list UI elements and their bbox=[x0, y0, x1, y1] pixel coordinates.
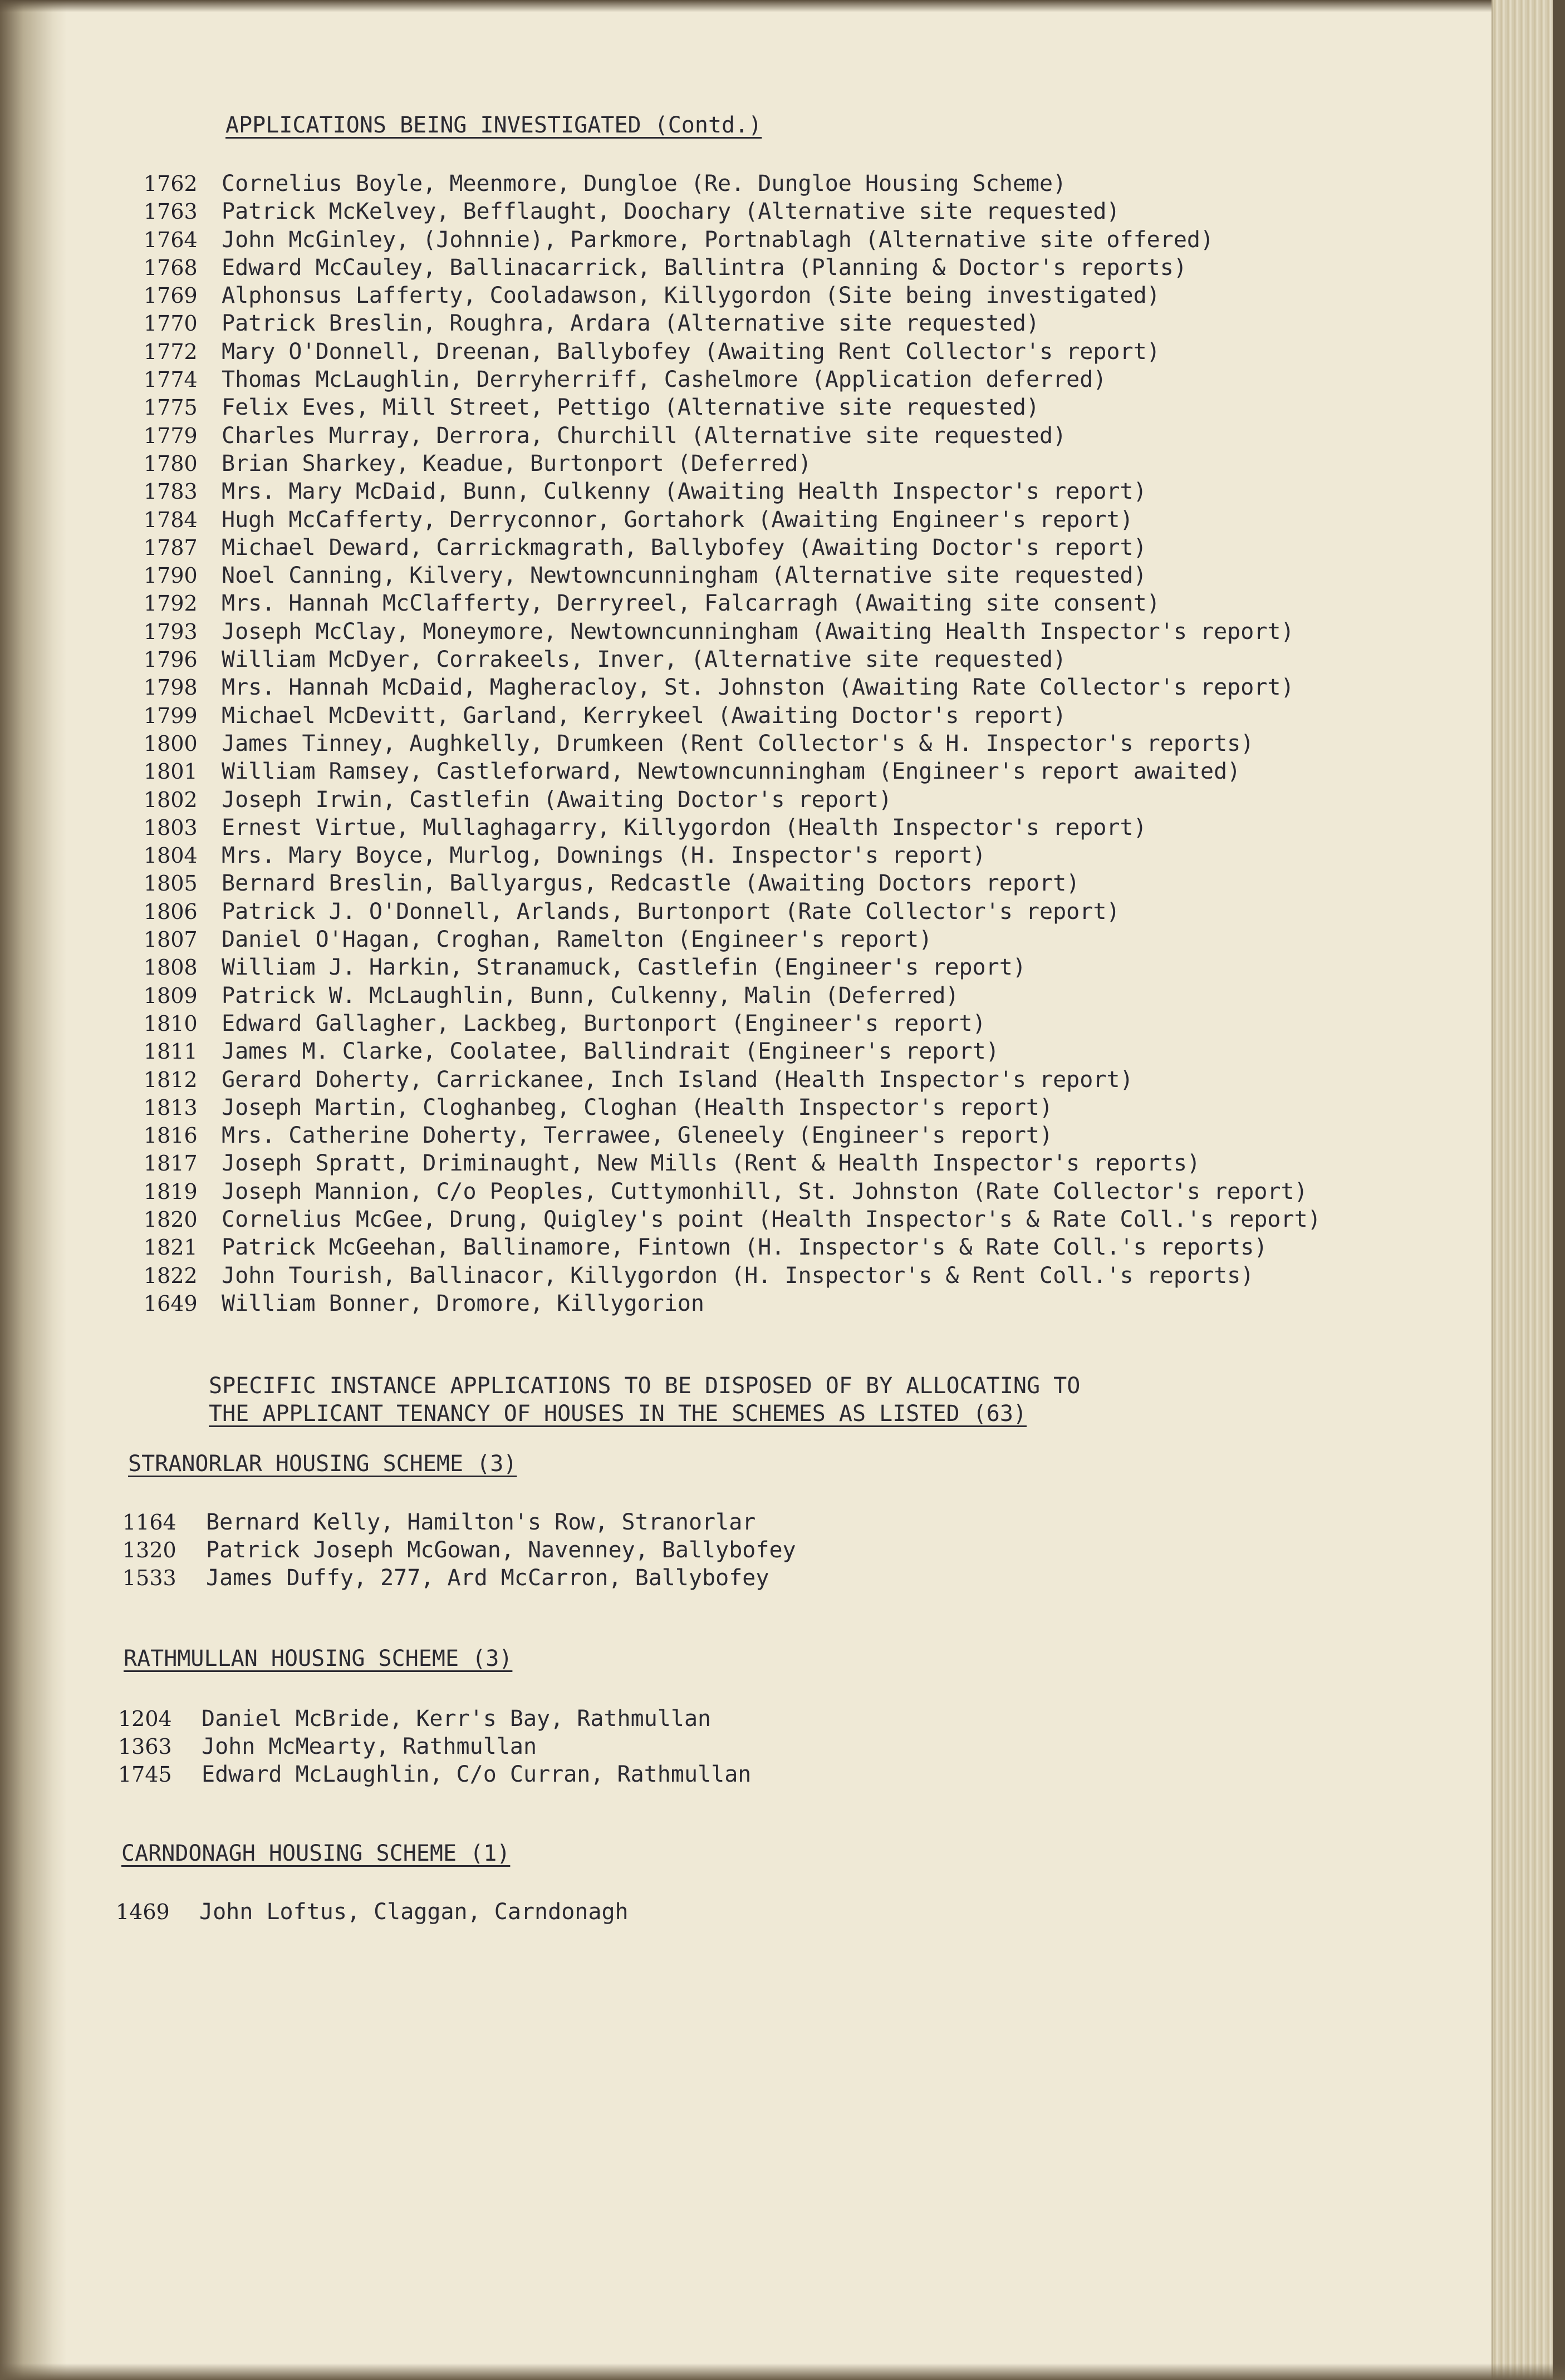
application-row bbox=[144, 1094, 1321, 1122]
application-number: 1798 bbox=[144, 675, 198, 700]
application-entry: Joseph Mannion, C/o Peoples, Cuttymonhill, St. Johnston (Rate Collector's report) bbox=[222, 1178, 1308, 1204]
allocation-row bbox=[116, 1898, 629, 1926]
application-entry: Alphonsus Lafferty, Cooladawson, Killygordon (Site being investigated) bbox=[222, 283, 1160, 309]
application-entry: Michael Deward, Carrickmagrath, Ballybofey (Awaiting Doctor's report) bbox=[222, 534, 1147, 560]
application-entry: Patrick McKelvey, Befflaught, Doochary (Alternative site requested) bbox=[222, 199, 1120, 225]
application-number: 1817 bbox=[144, 1151, 198, 1176]
application-number: 1793 bbox=[144, 619, 198, 644]
application-row bbox=[144, 1290, 1321, 1317]
application-entry: Charles Murray, Derrora, Churchill (Alternative site requested) bbox=[222, 422, 1067, 449]
allocation-entry: Bernard Kelly, Hamilton's Row, Stranorlar bbox=[206, 1509, 756, 1535]
application-row bbox=[144, 534, 1321, 562]
application-row bbox=[144, 758, 1321, 785]
application-row bbox=[144, 1122, 1321, 1149]
bottom-edge-shadow bbox=[0, 2363, 1565, 2380]
application-number: 1819 bbox=[144, 1179, 198, 1204]
application-entry: Cornelius Boyle, Meenmore, Dungloe (Re. Dungloe Housing Scheme) bbox=[222, 171, 1067, 196]
specific-instance-line1: SPECIFIC INSTANCE APPLICATIONS TO BE DISPOSED OF BY ALLOCATING TO bbox=[209, 1373, 1081, 1399]
application-row bbox=[144, 842, 1321, 869]
application-entry: Edward Gallagher, Lackbeg, Burtonport (Engineer's report) bbox=[222, 1010, 986, 1036]
application-number: 1790 bbox=[144, 563, 198, 588]
application-number: 1784 bbox=[144, 507, 198, 532]
application-row bbox=[144, 673, 1321, 701]
application-row bbox=[144, 198, 1321, 225]
application-row bbox=[144, 869, 1321, 897]
application-row bbox=[144, 309, 1321, 337]
application-number: 1762 bbox=[144, 171, 198, 196]
application-entry: Noel Canning, Kilvery, Newtowncunningham (Alternative site requested) bbox=[222, 563, 1147, 589]
application-entry: Daniel O'Hagan, Croghan, Ramelton (Engineer's report) bbox=[222, 927, 933, 953]
application-entry: William Ramsey, Castleforward, Newtowncunningham (Engineer's report awaited) bbox=[222, 759, 1241, 785]
application-row bbox=[144, 1010, 1321, 1037]
allocation-entry: Patrick Joseph McGowan, Navenney, Ballybofey bbox=[206, 1537, 796, 1563]
allocation-number: 1745 bbox=[118, 1762, 172, 1787]
application-number: 1807 bbox=[144, 927, 198, 952]
application-number: 1774 bbox=[144, 367, 198, 392]
scheme-heading-stranorlar: STRANORLAR HOUSING SCHEME (3) bbox=[128, 1451, 517, 1477]
application-number: 1770 bbox=[144, 311, 198, 336]
application-row bbox=[144, 1178, 1321, 1206]
application-number: 1775 bbox=[144, 395, 198, 420]
application-number: 1801 bbox=[144, 759, 198, 784]
scheme-heading-rathmullan: RATHMULLAN HOUSING SCHEME (3) bbox=[124, 1646, 513, 1671]
application-number: 1783 bbox=[144, 479, 198, 504]
allocation-number: 1164 bbox=[122, 1510, 176, 1535]
application-number: 1803 bbox=[144, 815, 198, 840]
application-number: 1787 bbox=[144, 535, 198, 560]
application-entry: Patrick Breslin, Roughra, Ardara (Alternative site requested) bbox=[222, 311, 1040, 337]
application-number: 1811 bbox=[144, 1039, 198, 1064]
application-row bbox=[144, 282, 1321, 309]
application-number: 1802 bbox=[144, 787, 198, 812]
application-number: 1800 bbox=[144, 731, 198, 756]
scheme-list-carndonagh bbox=[116, 1898, 629, 1926]
application-entry: Mary O'Donnell, Dreenan, Ballybofey (Awaiting Rent Collector's report) bbox=[222, 338, 1160, 365]
application-row bbox=[144, 982, 1321, 1010]
application-entry: Patrick J. O'Donnell, Arlands, Burtonport (Rate Collector's report) bbox=[222, 898, 1120, 925]
application-number: 1812 bbox=[144, 1067, 198, 1092]
binding-shadow bbox=[0, 0, 67, 2380]
application-number: 1820 bbox=[144, 1207, 198, 1232]
application-entry: Mrs. Mary Boyce, Murlog, Downings (H. Inspector's report) bbox=[222, 843, 986, 869]
application-row bbox=[144, 1037, 1321, 1065]
allocation-row bbox=[122, 1508, 796, 1536]
application-row bbox=[144, 170, 1321, 198]
application-number: 1792 bbox=[144, 591, 198, 616]
application-number: 1779 bbox=[144, 423, 198, 448]
application-entry: James M. Clarke, Coolatee, Ballindrait (Engineer's report) bbox=[222, 1039, 999, 1065]
application-number: 1821 bbox=[144, 1235, 198, 1260]
application-number: 1649 bbox=[144, 1291, 198, 1316]
application-number: 1804 bbox=[144, 843, 198, 868]
page-title: APPLICATIONS BEING INVESTIGATED (Contd.) bbox=[225, 112, 762, 138]
application-row bbox=[144, 506, 1321, 534]
application-number: 1764 bbox=[144, 227, 198, 252]
application-entry: Ernest Virtue, Mullaghagarry, Killygordon (Health Inspector's report) bbox=[222, 814, 1147, 840]
application-entry: John Tourish, Ballinacor, Killygordon (H. Inspector's & Rent Coll.'s reports) bbox=[222, 1262, 1254, 1289]
allocation-entry: John Loftus, Claggan, Carndonagh bbox=[199, 1899, 629, 1925]
application-row bbox=[144, 422, 1321, 450]
allocation-entry: Daniel McBride, Kerr's Bay, Rathmullan bbox=[202, 1706, 712, 1732]
application-row bbox=[144, 646, 1321, 673]
application-row bbox=[144, 226, 1321, 254]
application-row bbox=[144, 562, 1321, 589]
application-entry: Felix Eves, Mill Street, Pettigo (Alternative site requested) bbox=[222, 395, 1040, 421]
top-edge-shadow bbox=[0, 0, 1565, 12]
application-row bbox=[144, 478, 1321, 505]
application-row bbox=[144, 786, 1321, 814]
application-number: 1813 bbox=[144, 1095, 198, 1120]
application-row bbox=[144, 953, 1321, 981]
application-number: 1806 bbox=[144, 899, 198, 924]
allocation-row bbox=[118, 1733, 751, 1761]
specific-instance-line2: THE APPLICANT TENANCY OF HOUSES IN THE SCHEMES AS LISTED (63) bbox=[209, 1401, 1027, 1427]
application-number: 1822 bbox=[144, 1263, 198, 1288]
application-entry: Thomas McLaughlin, Derryherriff, Cashelmore (Application deferred) bbox=[222, 367, 1107, 393]
application-entry: Joseph Irwin, Castlefin (Awaiting Doctor's report) bbox=[222, 786, 892, 813]
application-number: 1805 bbox=[144, 871, 198, 896]
application-entry: Edward McCauley, Ballinacarrick, Ballintra (Planning & Doctor's reports) bbox=[222, 254, 1187, 281]
application-row bbox=[144, 814, 1321, 842]
application-entry: John McGinley, (Johnnie), Parkmore, Portnablagh (Alternative site offered) bbox=[222, 227, 1214, 253]
application-entry: Brian Sharkey, Keadue, Burtonport (Deferred) bbox=[222, 450, 812, 476]
application-row bbox=[144, 1066, 1321, 1094]
application-row bbox=[144, 450, 1321, 478]
application-number: 1810 bbox=[144, 1011, 198, 1036]
allocation-entry: Edward McLaughlin, C/o Curran, Rathmullan bbox=[202, 1762, 752, 1787]
application-entry: Mrs. Mary McDaid, Bunn, Culkenny (Awaiting Health Inspector's report) bbox=[222, 479, 1147, 505]
application-row bbox=[144, 618, 1321, 646]
application-row bbox=[144, 254, 1321, 282]
application-entry: Patrick McGeehan, Ballinamore, Fintown (H. Inspector's & Rate Coll.'s reports) bbox=[222, 1235, 1268, 1261]
application-entry: Hugh McCafferty, Derryconnor, Gortahork (Awaiting Engineer's report) bbox=[222, 507, 1134, 533]
allocation-number: 1533 bbox=[122, 1566, 176, 1590]
scheme-list-stranorlar bbox=[122, 1508, 796, 1592]
application-entry: Michael McDevitt, Garland, Kerrykeel (Awaiting Doctor's report) bbox=[222, 702, 1067, 729]
allocation-entry: John McMearty, Rathmullan bbox=[202, 1734, 537, 1759]
application-row bbox=[144, 730, 1321, 758]
application-entry: Mrs. Hannah McDaid, Magheracloy, St. Johnston (Awaiting Rate Collector's report) bbox=[222, 675, 1294, 701]
application-number: 1780 bbox=[144, 451, 198, 476]
application-number: 1768 bbox=[144, 255, 198, 280]
application-number: 1772 bbox=[144, 339, 198, 364]
application-entry: Bernard Breslin, Ballyargus, Redcastle (Awaiting Doctors report) bbox=[222, 871, 1080, 897]
application-entry: Mrs. Hannah McClafferty, Derryreel, Falcarragh (Awaiting site consent) bbox=[222, 591, 1160, 617]
scheme-heading-carndonagh: CARNDONAGH HOUSING SCHEME (1) bbox=[121, 1841, 511, 1866]
application-row bbox=[144, 898, 1321, 926]
allocation-number: 1204 bbox=[118, 1707, 172, 1731]
application-number: 1816 bbox=[144, 1123, 198, 1148]
application-row bbox=[144, 394, 1321, 421]
application-row bbox=[144, 1206, 1321, 1233]
scheme-list-rathmullan bbox=[118, 1705, 751, 1788]
application-entry: William Bonner, Dromore, Killygorion bbox=[222, 1290, 704, 1316]
application-entry: Joseph Martin, Cloghanbeg, Cloghan (Health Inspector's report) bbox=[222, 1094, 1053, 1120]
application-number: 1769 bbox=[144, 283, 198, 308]
allocation-row bbox=[118, 1761, 751, 1788]
application-entry: Cornelius McGee, Drung, Quigley's point (Health Inspector's & Rate Coll.'s report) bbox=[222, 1206, 1321, 1232]
allocation-number: 1363 bbox=[118, 1734, 172, 1759]
application-entry: Joseph McClay, Moneymore, Newtowncunningham (Awaiting Health Inspector's report) bbox=[222, 618, 1294, 645]
allocation-number: 1469 bbox=[116, 1900, 170, 1924]
application-entry: James Tinney, Aughkelly, Drumkeen (Rent Collector's & H. Inspector's reports) bbox=[222, 730, 1254, 756]
application-entry: William J. Harkin, Stranamuck, Castlefin (Engineer's report) bbox=[222, 955, 1026, 981]
application-number: 1799 bbox=[144, 703, 198, 728]
allocation-number: 1320 bbox=[122, 1538, 176, 1562]
application-row bbox=[144, 926, 1321, 953]
allocation-row bbox=[122, 1536, 796, 1564]
application-number: 1808 bbox=[144, 955, 198, 980]
allocation-row bbox=[122, 1564, 796, 1592]
application-number: 1763 bbox=[144, 199, 198, 224]
allocation-entry: James Duffy, 277, Ard McCarron, Ballybofey bbox=[206, 1565, 769, 1591]
application-row bbox=[144, 1233, 1321, 1261]
investigated-list bbox=[144, 170, 1321, 1317]
application-row bbox=[144, 338, 1321, 366]
allocation-row bbox=[118, 1705, 751, 1733]
application-row bbox=[144, 366, 1321, 394]
application-entry: Mrs. Catherine Doherty, Terrawee, Gleneely (Engineer's report) bbox=[222, 1123, 1053, 1149]
application-row bbox=[144, 1262, 1321, 1290]
application-entry: William McDyer, Corrakeels, Inver, (Alternative site requested) bbox=[222, 647, 1067, 673]
application-entry: Gerard Doherty, Carrickanee, Inch Island (Health Inspector's report) bbox=[222, 1066, 1134, 1093]
application-entry: Patrick W. McLaughlin, Bunn, Culkenny, Malin (Deferred) bbox=[222, 982, 959, 1009]
page-stack-edge bbox=[1492, 0, 1565, 2380]
application-number: 1796 bbox=[144, 647, 198, 672]
application-entry: Joseph Spratt, Driminaught, New Mills (Rent & Health Inspector's reports) bbox=[222, 1150, 1200, 1177]
application-row bbox=[144, 589, 1321, 617]
application-number: 1809 bbox=[144, 983, 198, 1008]
application-row bbox=[144, 702, 1321, 730]
application-row bbox=[144, 1149, 1321, 1177]
